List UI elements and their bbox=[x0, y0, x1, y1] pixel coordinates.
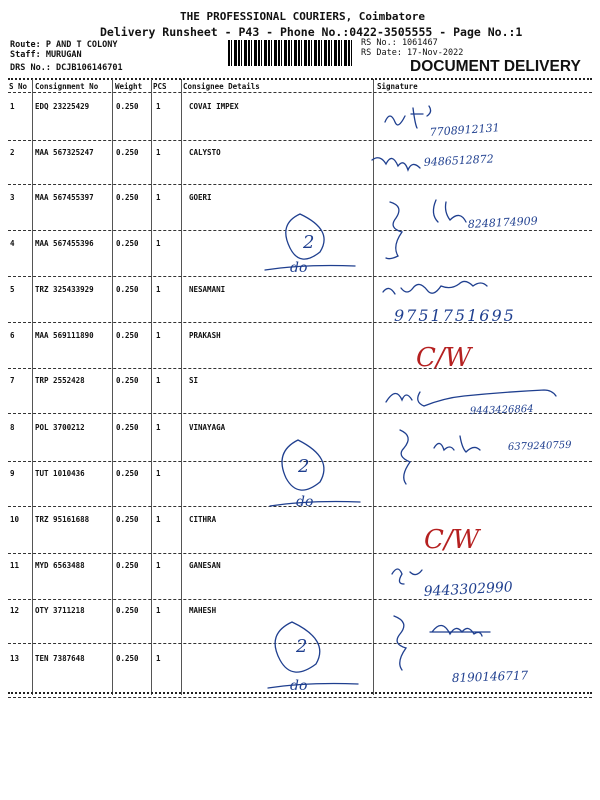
pcs: 1 bbox=[156, 285, 161, 294]
pcs: 1 bbox=[156, 469, 161, 478]
sno: 7 bbox=[10, 376, 15, 385]
signature-scribble bbox=[430, 625, 490, 636]
pcs: 1 bbox=[156, 102, 161, 111]
consignment-no: POL 3700212 bbox=[35, 423, 85, 432]
consignment-no: MYD 6563488 bbox=[35, 561, 85, 570]
consignee: MAHESH bbox=[189, 606, 217, 615]
handwritten-phone: 9486512872 bbox=[423, 152, 495, 169]
consignee: COVAI IMPEX bbox=[189, 102, 239, 111]
rs-number: RS No.: 1061467 bbox=[361, 38, 438, 48]
handwritten-phone: 9443426864 bbox=[469, 403, 534, 417]
consignment-no: MAA 569111890 bbox=[35, 331, 94, 340]
cw-mark: C/W bbox=[424, 525, 480, 555]
pcs: 1 bbox=[156, 193, 161, 202]
pair-mark: 2 bbox=[296, 636, 308, 657]
weight: 0.250 bbox=[116, 193, 139, 202]
bracket-mark bbox=[394, 616, 406, 670]
pcs: 1 bbox=[156, 515, 161, 524]
handwritten-phone: 9751751695 bbox=[394, 306, 516, 325]
sno: 5 bbox=[10, 285, 15, 294]
weight: 0.250 bbox=[116, 654, 139, 663]
handwritten-phone: 7708912131 bbox=[429, 121, 501, 139]
col-header-pcs: PCS bbox=[153, 82, 167, 91]
document-type-banner: DOCUMENT DELIVERY bbox=[410, 58, 581, 75]
sno: 1 bbox=[10, 102, 15, 111]
underline-mark bbox=[268, 684, 358, 689]
signature-scribble bbox=[433, 200, 466, 222]
sno: 9 bbox=[10, 469, 15, 478]
consignment-no: TRP 2552428 bbox=[35, 376, 85, 385]
consignee: GANESAN bbox=[189, 561, 221, 570]
staff-label: Staff: MURUGAN bbox=[10, 50, 82, 60]
pair-mark: 2 bbox=[303, 232, 315, 253]
consignee: GOERI bbox=[189, 193, 212, 202]
pcs: 1 bbox=[156, 654, 161, 663]
signature-scribble bbox=[392, 569, 422, 584]
sno: 10 bbox=[10, 515, 20, 524]
pcs: 1 bbox=[156, 376, 161, 385]
sno: 2 bbox=[10, 148, 15, 157]
handwritten-phone: 8248174909 bbox=[467, 214, 539, 231]
weight: 0.250 bbox=[116, 376, 139, 385]
handwritten-phone: 8190146717 bbox=[451, 668, 529, 685]
sno: 12 bbox=[10, 606, 20, 615]
pcs: 1 bbox=[156, 606, 161, 615]
col-header-consignment: Consignment No bbox=[35, 82, 99, 91]
handwritten-phone: 9443302990 bbox=[423, 579, 514, 600]
sno: 8 bbox=[10, 423, 15, 432]
bracket-mark bbox=[386, 202, 402, 259]
underline-mark bbox=[265, 266, 355, 271]
consignee: SI bbox=[189, 376, 199, 385]
consignment-no: MAA 567455396 bbox=[35, 239, 94, 248]
consignment-no: MAA 567455397 bbox=[35, 193, 94, 202]
bracket-mark bbox=[400, 430, 410, 484]
weight: 0.250 bbox=[116, 515, 139, 524]
route-label: Route: P AND T COLONY bbox=[10, 40, 118, 50]
weight: 0.250 bbox=[116, 561, 139, 570]
col-header-consignee: Consignee Details bbox=[183, 82, 260, 91]
consignment-no: TRZ 325433929 bbox=[35, 285, 94, 294]
pcs: 1 bbox=[156, 561, 161, 570]
col-header-sno: S No bbox=[9, 82, 28, 91]
pcs: 1 bbox=[156, 423, 161, 432]
consignee: CALYSTO bbox=[189, 148, 221, 157]
sno: 11 bbox=[10, 561, 20, 570]
pcs: 1 bbox=[156, 239, 161, 248]
sno: 4 bbox=[10, 239, 15, 248]
company-title: THE PROFESSIONAL COURIERS, Coimbatore bbox=[180, 10, 426, 23]
pcs: 1 bbox=[156, 331, 161, 340]
consignee: NESAMANI bbox=[189, 285, 226, 294]
sno: 6 bbox=[10, 331, 15, 340]
weight: 0.250 bbox=[116, 285, 139, 294]
weight: 0.250 bbox=[116, 469, 139, 478]
consignment-no: TEN 7387648 bbox=[35, 654, 85, 663]
col-header-weight: Weight bbox=[115, 82, 143, 91]
weight: 0.250 bbox=[116, 102, 139, 111]
consignee: PRAKASH bbox=[189, 331, 221, 340]
consignee: CITHRA bbox=[189, 515, 217, 524]
signature-scribble bbox=[434, 436, 480, 452]
consignment-no: OTY 3711218 bbox=[35, 606, 85, 615]
pair-mark: 2 bbox=[298, 456, 310, 477]
pcs: 1 bbox=[156, 148, 161, 157]
handwritten-phone: 6379240759 bbox=[507, 439, 572, 453]
weight: 0.250 bbox=[116, 239, 139, 248]
sno: 13 bbox=[10, 654, 20, 663]
weight: 0.250 bbox=[116, 148, 139, 157]
signature-scribble bbox=[383, 281, 487, 294]
ditto-mark: do bbox=[296, 494, 314, 510]
runsheet-subtitle: Delivery Runsheet - P43 - Phone No.:0422-3505555 - Page No.:1 bbox=[100, 25, 523, 39]
rs-date: RS Date: 17-Nov-2022 bbox=[361, 48, 464, 58]
ditto-mark: do bbox=[290, 260, 308, 276]
col-header-signature: Signature bbox=[377, 82, 418, 91]
consignment-no: EDQ 23225429 bbox=[35, 102, 90, 111]
cw-mark: C/W bbox=[416, 343, 472, 373]
drs-number: DRS No.: DCJB106146701 bbox=[10, 63, 123, 73]
consignment-no: MAA 567325247 bbox=[35, 148, 94, 157]
ditto-mark: do bbox=[290, 678, 308, 694]
consignee: VINAYAGA bbox=[189, 423, 226, 432]
consignment-no: TRZ 95161688 bbox=[35, 515, 90, 524]
weight: 0.250 bbox=[116, 606, 139, 615]
weight: 0.250 bbox=[116, 423, 139, 432]
sno: 3 bbox=[10, 193, 15, 202]
signature-scribble bbox=[372, 158, 420, 170]
underline-mark bbox=[270, 502, 360, 507]
weight: 0.250 bbox=[116, 331, 139, 340]
consignment-no: TUT 1010436 bbox=[35, 469, 85, 478]
signature-scribble bbox=[385, 106, 431, 128]
